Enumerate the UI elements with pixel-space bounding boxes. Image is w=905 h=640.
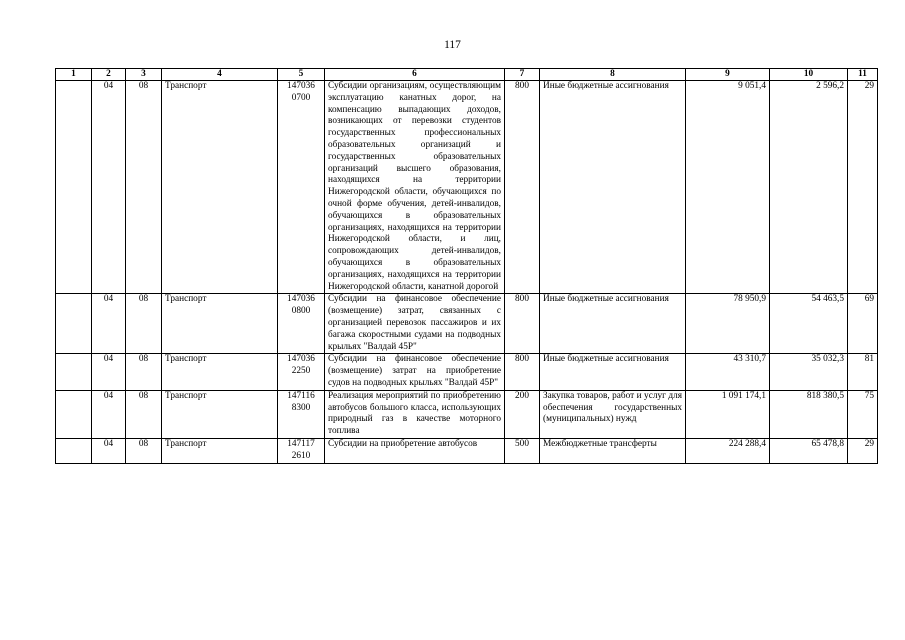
header-row <box>56 69 878 81</box>
cell-section-name: Транспорт <box>162 354 278 390</box>
target-code-part2: 2250 <box>291 366 311 377</box>
cell-subsection: 08 <box>126 294 162 354</box>
column-header: 6 <box>325 69 505 81</box>
cell-section: 04 <box>92 354 126 390</box>
cell-target-code <box>278 294 325 354</box>
cell-section-name: Транспорт <box>162 438 278 463</box>
cell-section-name: Транспорт <box>162 81 278 294</box>
column-header: 5 <box>278 69 325 81</box>
cell-percent: 29 <box>848 81 878 294</box>
cell-section-name: Транспорт <box>162 390 278 438</box>
cell-expense-code: 500 <box>505 438 540 463</box>
cell-expense-code: 800 <box>505 354 540 390</box>
cell-subsection: 08 <box>126 438 162 463</box>
cell-expense-type: Закупка товаров, работ и услуг для обеспечения государственных (муниципальных) нужд <box>540 390 686 438</box>
cell-amount-plan: 224 288,4 <box>686 438 770 463</box>
cell-expense-type: Иные бюджетные ассигнования <box>540 354 686 390</box>
cell-target-code <box>278 438 325 463</box>
column-header: 9 <box>686 69 770 81</box>
table-row <box>56 390 878 438</box>
column-header: 7 <box>505 69 540 81</box>
cell-amount-plan: 78 950,9 <box>686 294 770 354</box>
cell-amount-fact: 54 463,5 <box>770 294 848 354</box>
cell-description: Субсидии на финансовое обеспечение (возмещение) затрат на приобретение судов на подводных крыльях "Валдай 45Р" <box>325 354 505 390</box>
cell-description: Субсидии на приобретение автобусов <box>325 438 505 463</box>
cell-amount-plan: 9 051,4 <box>686 81 770 294</box>
cell-section: 04 <box>92 81 126 294</box>
cell-col1 <box>56 438 92 463</box>
cell-target-code <box>278 390 325 438</box>
cell-subsection: 08 <box>126 390 162 438</box>
column-header: 4 <box>162 69 278 81</box>
column-header: 10 <box>770 69 848 81</box>
column-header: 1 <box>56 69 92 81</box>
budget-table <box>55 68 878 464</box>
column-header: 11 <box>848 69 878 81</box>
table-row <box>56 438 878 463</box>
cell-percent: 69 <box>848 294 878 354</box>
cell-target-code <box>278 81 325 294</box>
cell-expense-code: 200 <box>505 390 540 438</box>
table-row <box>56 81 878 294</box>
cell-section: 04 <box>92 438 126 463</box>
cell-expense-code: 800 <box>505 294 540 354</box>
cell-amount-fact: 2 596,2 <box>770 81 848 294</box>
cell-description: Субсидии организациям, осуществляющим эксплуатацию канатных дорог, на компенсацию выпадающих доходов, возникающих от перевозки студентов государственных профессиональных образовательных организаций и государственных образовательных организаций высшего образования, находящихся на территории Нижегородской области, обучающихся по очной форме обучения, детей-инвалидов, обучающихся в образовательных организациях, находящихся на территории Нижегородской области, и лиц, сопровождающих детей-инвалидов, обучающихся в образовательных организациях, находящихся на территории Нижегородской области, канатной дорогой <box>325 81 505 294</box>
column-header: 8 <box>540 69 686 81</box>
target-code-part1: 147116 <box>287 390 315 401</box>
cell-expense-code: 800 <box>505 81 540 294</box>
cell-description: Субсидии на финансовое обеспечение (возмещение) затрат, связанных с организацией перевозок пассажиров и их багажа скоростными судами на подводных крыльях "Валдай 45Р" <box>325 294 505 354</box>
cell-col1 <box>56 294 92 354</box>
cell-amount-plan: 1 091 174,1 <box>686 390 770 438</box>
target-code-part1: 147036 <box>287 81 315 91</box>
cell-col1 <box>56 81 92 294</box>
column-header: 2 <box>92 69 126 81</box>
cell-target-code <box>278 354 325 390</box>
cell-amount-fact: 818 380,5 <box>770 390 848 438</box>
page-number: 117 <box>444 39 461 51</box>
target-code-part2: 2610 <box>291 450 311 461</box>
target-code-part1: 147117 <box>287 438 315 449</box>
table-row <box>56 294 878 354</box>
cell-percent: 29 <box>848 438 878 463</box>
cell-section: 04 <box>92 294 126 354</box>
cell-amount-plan: 43 310,7 <box>686 354 770 390</box>
cell-section-name: Транспорт <box>162 294 278 354</box>
cell-percent: 81 <box>848 354 878 390</box>
cell-amount-fact: 65 478,8 <box>770 438 848 463</box>
cell-expense-type: Иные бюджетные ассигнования <box>540 81 686 294</box>
cell-col1 <box>56 354 92 390</box>
cell-amount-fact: 35 032,3 <box>770 354 848 390</box>
cell-expense-type: Иные бюджетные ассигнования <box>540 294 686 354</box>
target-code-part1: 147036 <box>287 294 315 305</box>
column-header: 3 <box>126 69 162 81</box>
cell-col1 <box>56 390 92 438</box>
table-row <box>56 354 878 390</box>
cell-section: 04 <box>92 390 126 438</box>
target-code-part2: 8300 <box>291 402 311 413</box>
cell-description: Реализация мероприятий по приобретению автобусов большого класса, использующих природный газ в качестве моторного топлива <box>325 390 505 438</box>
target-code-part2: 0700 <box>291 92 311 103</box>
cell-subsection: 08 <box>126 354 162 390</box>
cell-subsection: 08 <box>126 81 162 294</box>
target-code-part2: 0800 <box>291 306 311 317</box>
cell-expense-type: Межбюджетные трансферты <box>540 438 686 463</box>
cell-percent: 75 <box>848 390 878 438</box>
target-code-part1: 147036 <box>287 354 315 365</box>
